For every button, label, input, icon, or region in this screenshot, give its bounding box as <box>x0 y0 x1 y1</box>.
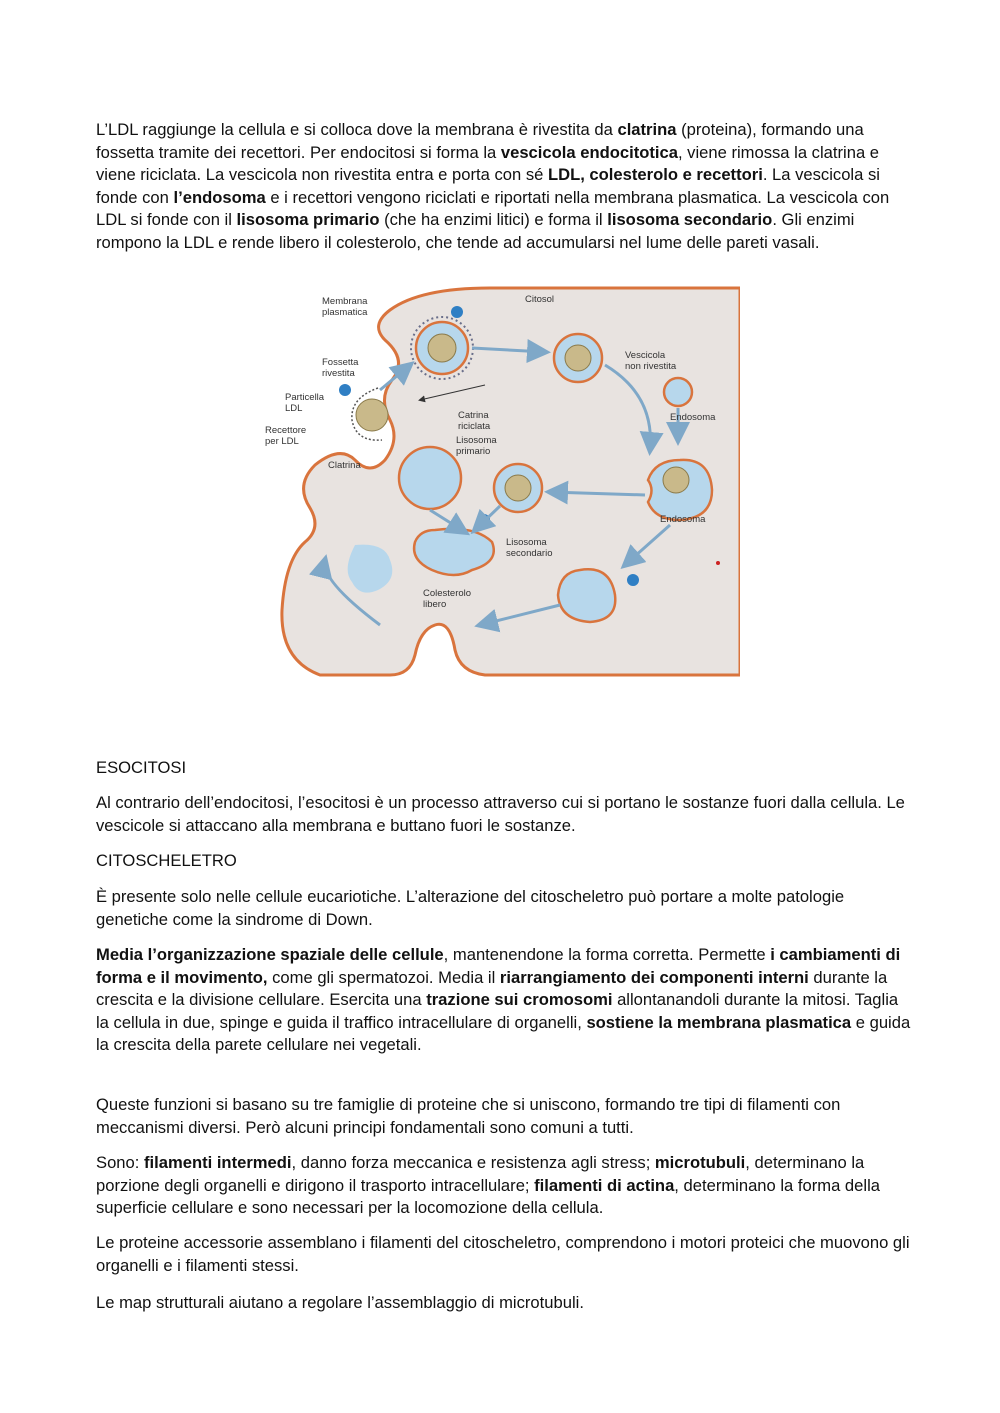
intro-text-1: L’LDL raggiunge la cellula e si colloca dove la membrana è rivestita da <box>96 120 618 139</box>
label-clatrina: Clatrina <box>328 460 361 471</box>
ldl-particle <box>356 399 388 431</box>
label-endosoma-top: Endosoma <box>670 412 716 423</box>
blue-dot <box>451 306 463 318</box>
intro-bold-clatrina: clatrina <box>617 120 677 139</box>
citoscheletro-paragraph-3 <box>96 1094 911 1139</box>
ldl-endocytosis-figure <box>260 280 740 680</box>
p2-text-3: durante la crescita e la divisione cellulare. Esercita una <box>96 967 888 1010</box>
label-colesterolo-1: Colesterolo <box>423 588 472 599</box>
intro-text-2: (proteina), formando una fossetta tramite dei recettori. Per endocitosi si forma la <box>96 120 864 162</box>
label-lisosoma-s-1: Lisosoma <box>506 537 547 548</box>
ldl-vesicle-mid-core <box>505 475 531 501</box>
citoscheletro-text-5: Le proteine accessorie assemblano i filamenti del citoscheletro, comprendono i motori proteici che muovono gli organelli e i filamenti stessi. <box>96 1233 910 1275</box>
label-recettore-1: Recettore <box>265 425 307 436</box>
p2-text-1: , mantenendone la forma corretta. Permette <box>443 945 771 964</box>
p2-text-4: allontanandoli durante la mitosi. Taglia la cellula in due, spinge e guida il traffico intracellulare di organelli, <box>96 990 899 1032</box>
p2-text-5: e guida la crescita della parete cellulare nei vegetali. <box>96 1012 911 1055</box>
label-lisosoma-p-2: primario <box>456 446 491 457</box>
citoscheletro-text-3: Queste funzioni si basano su tre famiglie di proteine che si uniscono, formando tre tipi di filamenti con meccanismi diversi. Però alcuni principi fondamentali sono comuni a tutti. <box>96 1095 841 1137</box>
intro-bold-ldl: LDL, colesterolo e recettori <box>547 165 763 185</box>
p4-text-1: Sono: <box>96 1153 144 1172</box>
recycling-vesicle <box>558 569 615 622</box>
intro-bold-vescicola: vescicola endocitotica <box>500 142 678 162</box>
intro-bold-endosoma: l’endosoma <box>173 187 266 207</box>
label-recettore-2: per LDL <box>265 436 299 447</box>
citoscheletro-heading: CITOSCHELETRO <box>96 851 237 870</box>
intro-text-7: . Gli enzimi rompono la LDL e rende libero il colesterolo, che tende ad accumularsi nel lume delle pareti vasali. <box>96 210 855 252</box>
citoscheletro-text-1: È presente solo nelle cellule eucariotiche. L’alterazione del citoscheletro può portare a molte patologie genetiche come la sindrome di Down. <box>96 887 845 929</box>
intro-text-3: , viene rimossa la clatrina e viene riciclata. La vescicola non rivestita entra e porta con sé <box>96 142 880 185</box>
endosome-ldl <box>663 467 689 493</box>
label-vescicola-1: Vescicola <box>625 350 666 361</box>
blue-dot <box>339 384 351 396</box>
p2-bold-4: trazione sui cromosomi <box>426 990 613 1010</box>
label-fossetta-1: Fossetta <box>322 357 359 368</box>
label-catrina-1: Catrina <box>458 410 489 421</box>
label-membrana-1: Membrana <box>322 296 368 307</box>
intro-bold-lisosoma-primario: lisosoma primario <box>236 210 380 230</box>
blue-dot <box>627 574 639 586</box>
p2-bold-5: sostiene la membrana plasmatica <box>586 1012 852 1032</box>
esocitosi-paragraph <box>96 792 911 837</box>
p4-bold-2: microtubuli <box>654 1153 746 1172</box>
label-citosol: Citosol <box>525 294 555 305</box>
uncoated-vesicle <box>554 334 602 382</box>
esocitosi-heading: ESOCITOSI <box>96 758 187 777</box>
primary-lysosome <box>399 447 461 509</box>
intro-text-4: . La vescicola si fonde con <box>96 165 880 207</box>
endosome-small <box>664 378 692 406</box>
intro-paragraph <box>96 119 911 255</box>
p2-bold-2: i cambiamenti di forma e il movimento, <box>96 945 901 987</box>
citoscheletro-paragraph-6 <box>96 1292 911 1315</box>
label-membrana-2: plasmatica <box>322 307 368 318</box>
label-particella-2: LDL <box>285 403 303 414</box>
citoscheletro-paragraph-1 <box>96 886 911 931</box>
label-lisosoma-p-1: Lisosoma <box>456 435 497 446</box>
p4-text-2: , danno forza meccanica e resistenza agli stress; <box>291 1153 655 1172</box>
citoscheletro-paragraph-4 <box>96 1152 911 1220</box>
p2-bold-3: riarrangiamento dei componenti interni <box>499 967 809 987</box>
intro-text-5: e i recettori vengono riciclati e riportati nella membrana plasmatica. La vescicola con LDL si fonde con il <box>96 187 890 230</box>
label-colesterolo-2: libero <box>423 599 447 610</box>
label-vescicola-2: non rivestita <box>625 361 677 372</box>
citoscheletro-text-6: Le map strutturali aiutano a regolare l’assemblaggio di microtubuli. <box>96 1293 584 1312</box>
intro-bold-lisosoma-secondario: lisosoma secondario <box>607 210 773 230</box>
p4-text-3: , determinano la porzione degli organelli e dirigono il trasporto intracellulare; <box>96 1153 865 1195</box>
label-catrina-2: riciclata <box>458 421 491 432</box>
label-endosoma-mid: Endosoma <box>660 514 706 525</box>
p4-bold-3: filamenti di actina <box>534 1175 675 1195</box>
intro-text-6: (che ha enzimi litici) e forma il <box>379 210 608 230</box>
red-dot <box>716 561 720 565</box>
citoscheletro-paragraph-2 <box>96 944 911 1057</box>
label-lisosoma-s-2: secondario <box>506 548 553 559</box>
p2-bold-1: Media l’organizzazione spaziale delle cellule <box>96 945 444 964</box>
label-fossetta-2: rivestita <box>322 368 355 379</box>
p2-text-2: come gli spermatozoi. Media il <box>267 967 500 987</box>
esocitosi-text: Al contrario dell’endocitosi, l’esocitosi è un processo attraverso cui si portano le sostanze fuori dalla cellula. Le vescicole si attaccano alla membrana e buttano fuori le sostanze. <box>96 793 905 835</box>
ldl-endocytosis-diagram <box>260 280 740 680</box>
p4-text-4: , determinano la forma della superficie cellulare e sono necessari per la locomozione della cellula. <box>96 1175 880 1218</box>
citoscheletro-paragraph-5 <box>96 1232 911 1277</box>
p4-bold-1: filamenti intermedi <box>143 1153 292 1172</box>
label-particella-1: Particella <box>285 392 325 403</box>
